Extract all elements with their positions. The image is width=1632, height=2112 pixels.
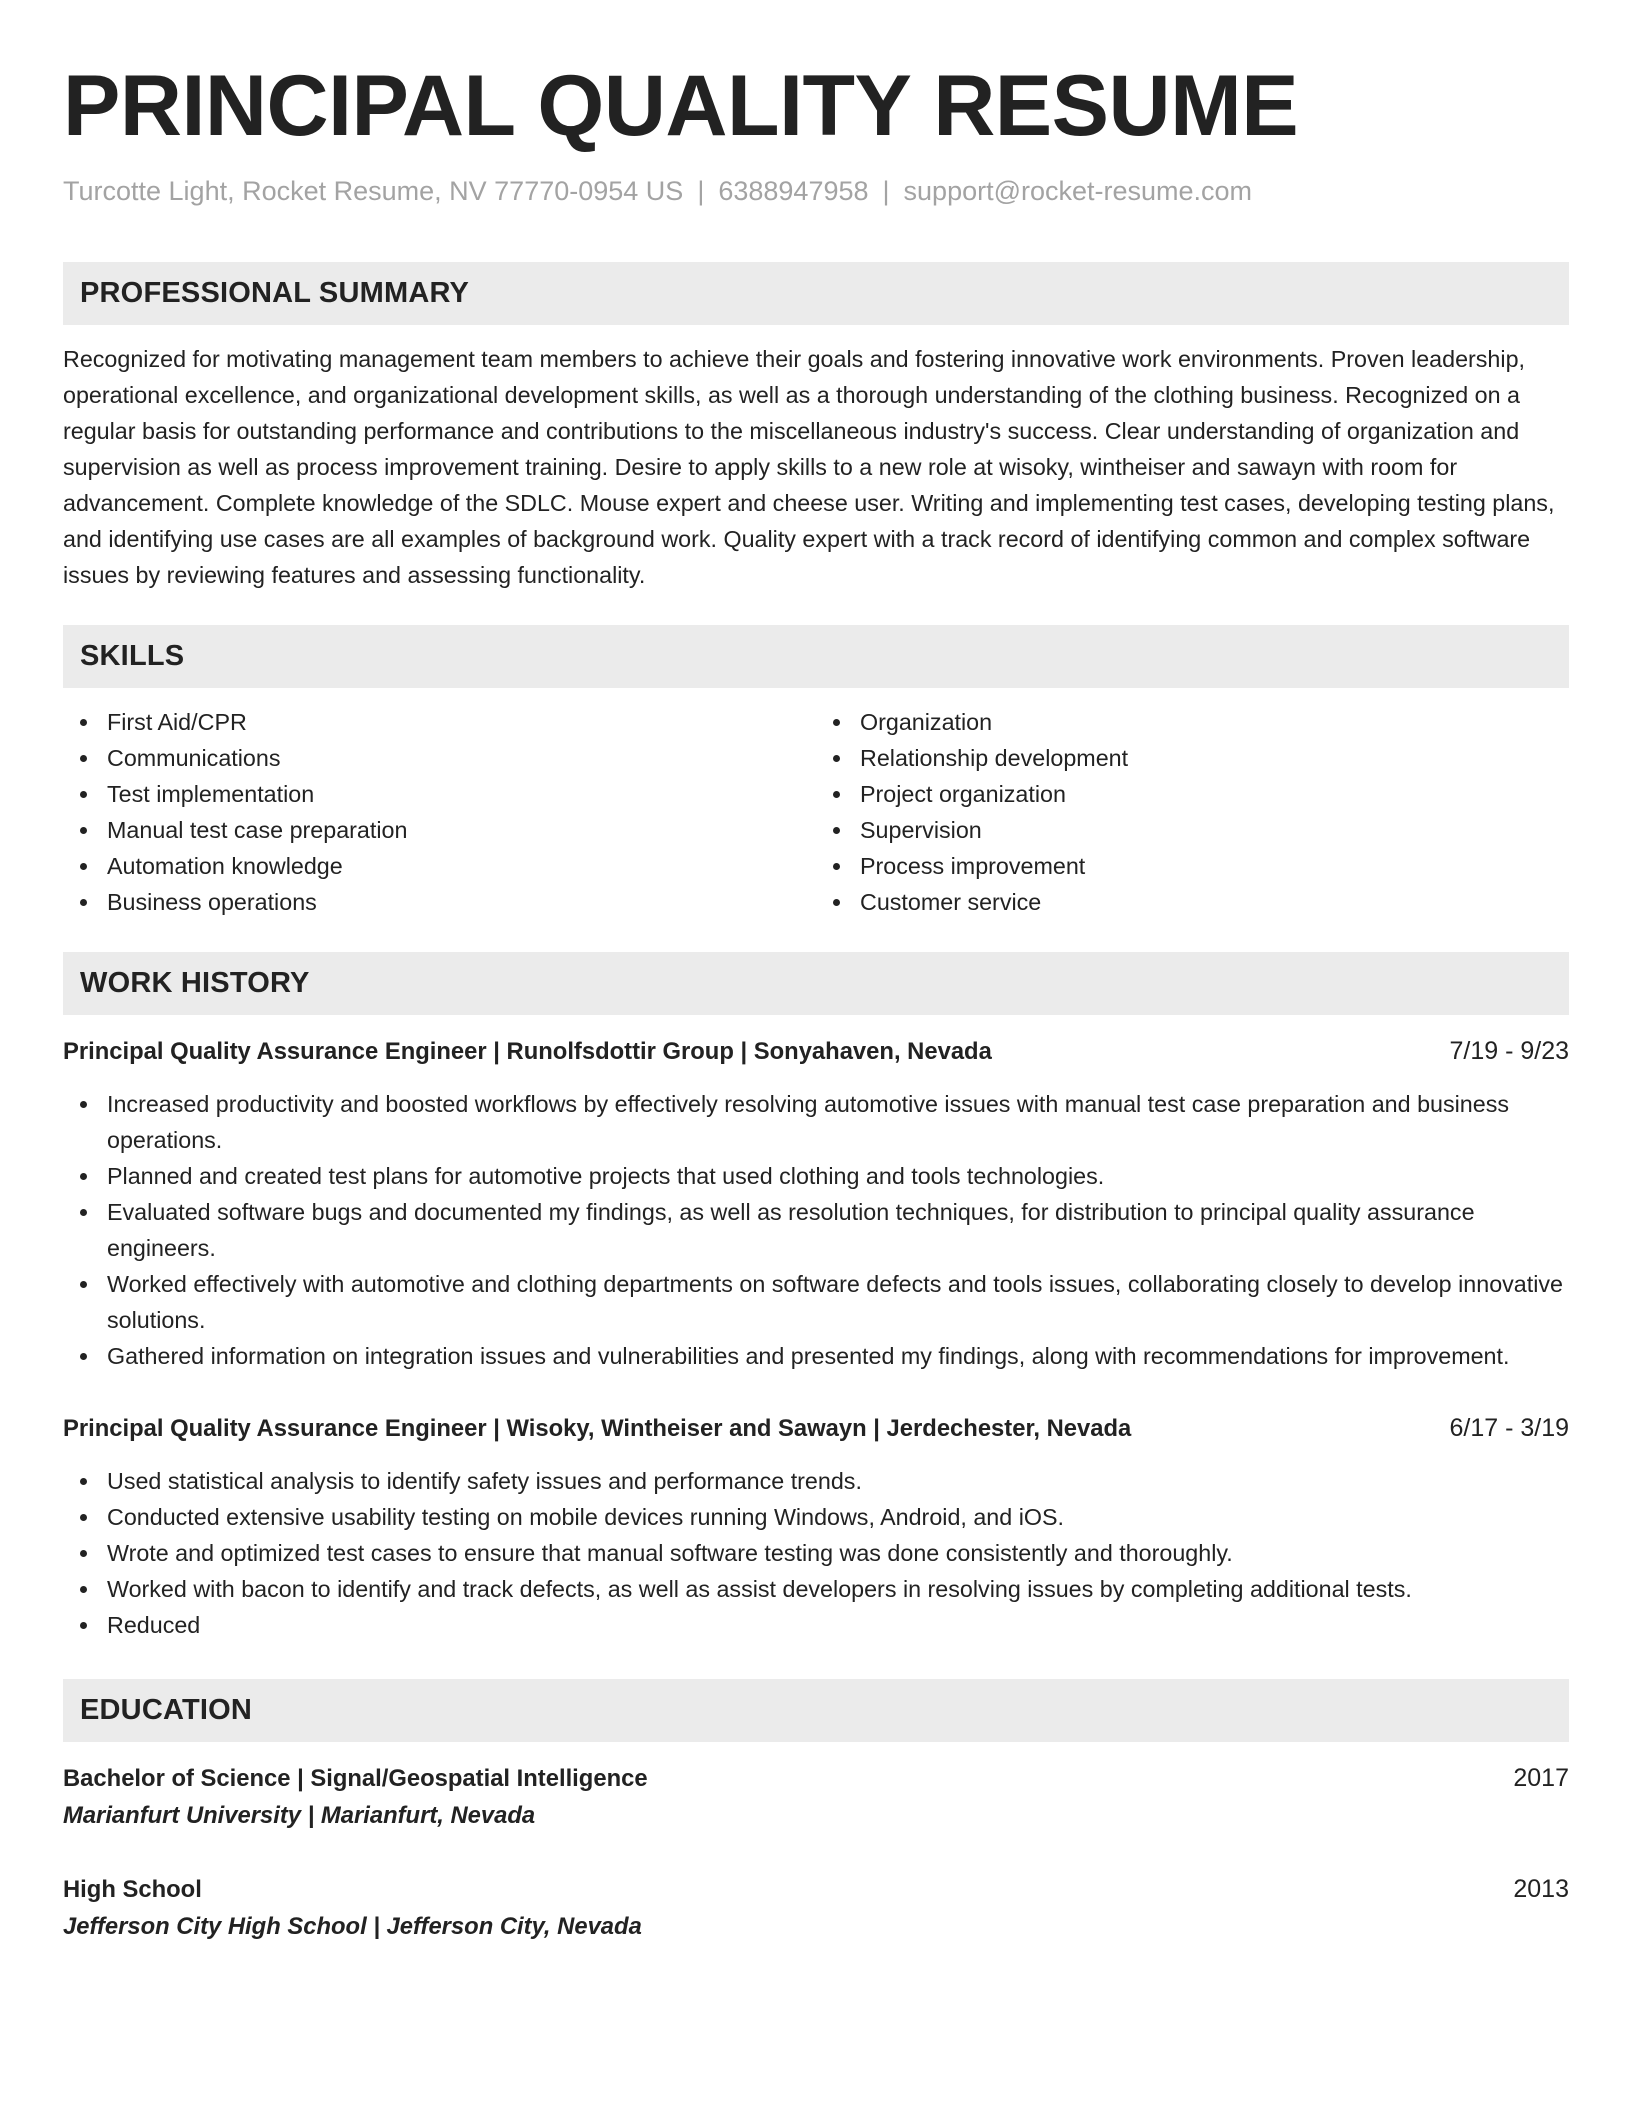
job-bullet: Used statistical analysis to identify safety issues and performance trends.: [63, 1463, 1569, 1499]
section-title: SKILLS: [80, 640, 185, 672]
job-bullets: [63, 1463, 1569, 1643]
job-dates: 7/19 - 9/23: [1449, 1037, 1569, 1065]
education-header: [63, 1871, 1569, 1908]
job-title: Principal Quality Assurance Engineer | Runolfsdottir Group | Sonyahaven, Nevada: [63, 1038, 992, 1065]
contact-line: [63, 174, 1569, 208]
contact-address: Turcotte Light, Rocket Resume, NV 77770-0954 US: [63, 176, 684, 206]
contact-email: support@rocket-resume.com: [903, 176, 1253, 206]
skills-grid: [63, 704, 1569, 920]
skill-item: Organization: [816, 704, 1569, 740]
education-entry: [63, 1760, 1569, 1835]
job-bullet: Reduced: [63, 1607, 1569, 1643]
education-degree: High School: [63, 1876, 202, 1903]
section-header-education: [63, 1679, 1569, 1742]
skill-item: Automation knowledge: [63, 848, 816, 884]
section-title: EDUCATION: [80, 1694, 253, 1726]
job-bullet: Evaluated software bugs and documented my findings, as well as resolution techniques, for distribution to principal quality assurance engineers.: [63, 1194, 1569, 1266]
section-title: WORK HISTORY: [80, 967, 310, 999]
skill-item: Test implementation: [63, 776, 816, 812]
job-header: [63, 1033, 1569, 1070]
job-dates: 6/17 - 3/19: [1449, 1414, 1569, 1442]
skill-item: Customer service: [816, 884, 1569, 920]
skill-item: Communications: [63, 740, 816, 776]
job-header: [63, 1410, 1569, 1447]
job-bullets: [63, 1086, 1569, 1374]
skill-item: Supervision: [816, 812, 1569, 848]
resume-name: PRINCIPAL QUALITY RESUME: [63, 58, 1299, 154]
job-bullet: Wrote and optimized test cases to ensure that manual software testing was done consistently and thoroughly.: [63, 1535, 1569, 1571]
education-year: 2017: [1513, 1764, 1569, 1792]
job-bullet: Increased productivity and boosted workflows by effectively resolving automotive issues with manual test case preparation and business operations.: [63, 1086, 1569, 1158]
education-header: [63, 1760, 1569, 1797]
job-bullet: Planned and created test plans for automotive projects that used clothing and tools technologies.: [63, 1158, 1569, 1194]
skill-item: Project organization: [816, 776, 1569, 812]
section-header-skills: [63, 625, 1569, 688]
education-degree: Bachelor of Science | Signal/Geospatial Intelligence: [63, 1765, 648, 1792]
job-bullet: Gathered information on integration issues and vulnerabilities and presented my findings, along with recommendations for improvement.: [63, 1338, 1569, 1374]
education-school: Jefferson City High School | Jefferson City, Nevada: [63, 1913, 642, 1940]
job-bullet: Worked with bacon to identify and track defects, as well as assist developers in resolving issues by completing additional tests.: [63, 1571, 1569, 1607]
section-header-work-history: [63, 952, 1569, 1015]
skill-item: Manual test case preparation: [63, 812, 816, 848]
job-bullet: Worked effectively with automotive and clothing departments on software defects and tools issues, collaborating closely to develop innovative solutions.: [63, 1266, 1569, 1338]
contact-separator: |: [697, 176, 705, 206]
skill-item: Process improvement: [816, 848, 1569, 884]
contact-separator: |: [882, 176, 890, 206]
skill-item: First Aid/CPR: [63, 704, 816, 740]
skills-column-right: [816, 704, 1569, 920]
skills-column-left: [63, 704, 816, 920]
job-bullet: Conducted extensive usability testing on mobile devices running Windows, Android, and iOS.: [63, 1499, 1569, 1535]
job-title: Principal Quality Assurance Engineer | Wisoky, Wintheiser and Sawayn | Jerdechester, Nevada: [63, 1415, 1132, 1442]
education-entry: [63, 1871, 1569, 1946]
section-title: PROFESSIONAL SUMMARY: [80, 277, 470, 309]
contact-phone: 6388947958: [718, 176, 869, 206]
summary-text: Recognized for motivating management team members to achieve their goals and fostering innovative work environments. Proven leadership, operational excellence, and organizational development skills, as well as a thorough understanding of the clothing business. Recognized on a regular basis for outstanding performance and contributions to the miscellaneous industry's success. Clear understanding of organization and supervision as well as process improvement training. Desire to apply skills to a new role at wisoky, wintheiser and sawayn with room for advancement. Complete knowledge of the SDLC. Mouse expert and cheese user. Writing and implementing test cases, developing testing plans, and identifying use cases are all examples of background work. Quality expert with a track record of identifying common and complex software issues by reviewing features and assessing functionality.: [63, 346, 1555, 588]
job-entry: [63, 1410, 1569, 1643]
section-header-summary: [63, 262, 1569, 325]
education-year: 2013: [1513, 1875, 1569, 1903]
education-school: Marianfurt University | Marianfurt, Nevada: [63, 1802, 536, 1829]
job-entry: [63, 1033, 1569, 1374]
skill-item: Relationship development: [816, 740, 1569, 776]
skill-item: Business operations: [63, 884, 816, 920]
